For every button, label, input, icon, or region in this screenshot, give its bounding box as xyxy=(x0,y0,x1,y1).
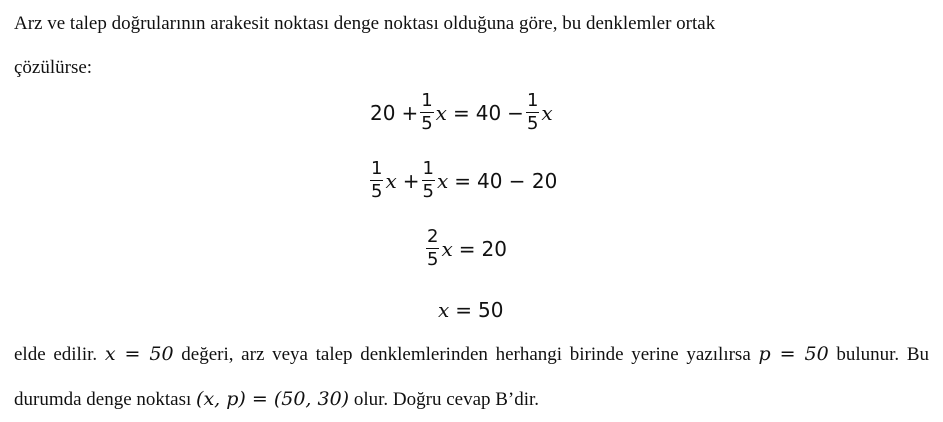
eq2-fraction-1: $\frac{1}{5}$ xyxy=(371,158,383,202)
conclusion-paragraph xyxy=(14,332,929,422)
equation-3 xyxy=(424,228,507,269)
eq2-var-2: x xyxy=(436,168,449,193)
eq1-var: x xyxy=(435,100,447,125)
eq2-fraction-2: $\frac{1}{5}$ xyxy=(422,158,434,202)
intro-line-2: çözülürse: xyxy=(14,57,93,78)
outro-text-3: bulunur. Bu durumda denge noktası xyxy=(14,344,930,410)
outro-text-1: elde edilir. xyxy=(14,344,98,365)
eq2-rhs: 40 − 20 xyxy=(477,168,558,193)
eq4-equals: = xyxy=(455,298,473,322)
eq1-equals: = xyxy=(452,100,470,125)
intro-paragraph xyxy=(14,2,929,90)
eq1-fraction: $\frac{1}{5}$ xyxy=(421,90,433,134)
eq4-rhs: 50 xyxy=(478,298,504,322)
eq3-equals: = xyxy=(458,236,476,261)
eq2-plus: + xyxy=(402,168,420,193)
equation-4 xyxy=(438,298,504,322)
eq3-rhs: 20 xyxy=(481,236,507,261)
eq2-var-1: x xyxy=(385,168,397,193)
eq1-minus: − xyxy=(507,100,524,125)
eq3-var: x xyxy=(441,236,453,261)
eq3-fraction: $\frac{2}{5}$ xyxy=(427,226,439,270)
outro-text-2: değeri, arz veya talep denklemlerinden herhangi birinde yerine yazılırsa xyxy=(181,344,751,365)
outro-math-2: p = 50 xyxy=(758,343,829,365)
eq4-var: x xyxy=(438,298,450,322)
eq1-lhs-const: 20 xyxy=(370,100,396,125)
outro-math-1: x = 50 xyxy=(104,343,174,365)
equation-1 xyxy=(370,92,553,133)
equation-2 xyxy=(368,160,557,201)
outro-text-4: olur. Doğru cevap B’dir. xyxy=(353,389,540,410)
eq2-equals: = xyxy=(454,168,471,193)
eq1-plus: + xyxy=(401,100,419,125)
outro-math-3: (x, p) = (50, 30) xyxy=(196,388,350,410)
intro-line-1: Arz ve talep doğrularının arakesit noktası denge noktası olduğuna göre, bu denklemler ortak xyxy=(14,13,716,34)
eq1-rhs-fraction: $\frac{1}{5}$ xyxy=(526,90,539,134)
eq1-rhs-const: 40 xyxy=(475,100,502,125)
eq1-rhs-var: x xyxy=(541,100,553,125)
